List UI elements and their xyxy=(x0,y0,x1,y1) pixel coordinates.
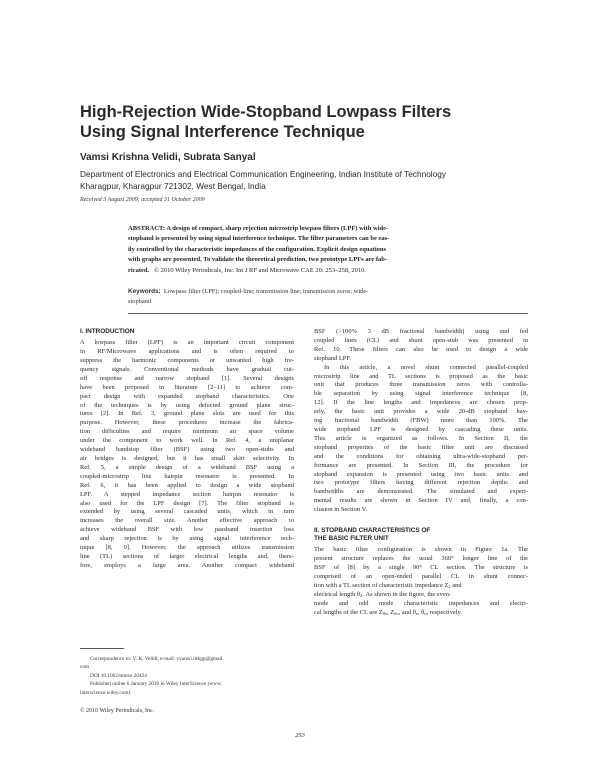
body-line: pact design with expanded stopband characteristics. One xyxy=(80,392,294,400)
body-text: θ xyxy=(421,608,425,616)
section-heading: I. INTRODUCTION xyxy=(80,328,135,335)
body-line: In this article, a novel shunt connected parallel-coupled xyxy=(324,363,528,371)
subscript: 2 xyxy=(448,584,451,590)
footnote-line: com xyxy=(80,664,90,671)
body-line: air bridges is designed, but it has small skirt selectivity. In xyxy=(80,454,294,462)
body-line: and the conditions for obtaining ultra-wide-stopband per- xyxy=(314,452,528,460)
keywords-line xyxy=(128,287,528,297)
subscript: o xyxy=(424,610,427,616)
body-line: BSF (>100% 3 dB fractional bandwidth) using end fed xyxy=(314,328,528,335)
body-line: off response and narrow stopband [1]. Several designs xyxy=(80,374,294,382)
body-line: mode and odd mode characteristic impedances and electri- xyxy=(314,599,528,607)
footnote-line: interscience.wiley.com). xyxy=(80,689,132,696)
article-title xyxy=(80,102,520,142)
abstract-last-word: ricated. xyxy=(128,266,150,274)
body-line: 12]. If the line lengths and impedances are chosen prop- xyxy=(314,399,528,407)
body-line: tures [2]. In Ref. 3, ground plane slots are used for this xyxy=(80,410,294,418)
body-text: and xyxy=(452,582,462,590)
body-line: Ref. 10. These filters can also be used to design a wide xyxy=(314,345,528,353)
subscript: 2 xyxy=(359,593,363,599)
body-line: cal lengths of the CL are $Z_{0e}$, $Z_{0o}$, and $\theta_e$, $\theta_o$, respectively. xyxy=(314,608,462,616)
body-line: A lowpass filter (LPF) is an important circuit component xyxy=(80,339,294,347)
body-line: have been proposed in literature [2–11] to achieve com- xyxy=(80,383,294,391)
body-line: suppress the harmonic components or unwanted high fre- xyxy=(80,357,294,365)
body-line: nique [8, 9]. However, the approach utilizes transmission xyxy=(80,544,294,552)
title-line: Using Signal Interference Technique xyxy=(80,123,365,141)
body-line: under the component to work well. In Ref. 4, a uniplanar xyxy=(80,437,294,445)
body-line xyxy=(314,582,528,591)
body-line: microstrip line and TL sections is proposed as the basic xyxy=(314,372,528,380)
body-line: clusion in Section V. xyxy=(314,506,368,514)
keywords-line: stopband xyxy=(128,298,152,306)
body-line: in RF/Microwave applications and is often required to xyxy=(80,348,294,356)
abstract-line: with graphs are presented. To validate the theoretical prediction, two prototype LPFs are fab- xyxy=(128,256,388,264)
received-dates: Received 3 August 2009; accepted 31 October 2009 xyxy=(80,197,205,203)
body-line: ing fractional bandwidth (FBW) more than 100%. The xyxy=(314,417,528,425)
keywords-text: Lowpass filter (LPF); coupled-line; transmission line; transmission zeros; wide- xyxy=(163,288,369,295)
body-line: ble separation by using signal interference technique [8, xyxy=(314,390,528,398)
footnote-line: DOI 10.1002/mmce.20424 xyxy=(90,672,147,679)
subscript: e xyxy=(415,610,418,616)
author-list: Vamsi Krishna Velidi, Subrata Sanyal xyxy=(80,152,256,163)
footnote-divider xyxy=(80,648,124,649)
body-line: This article is organized as follows. In Section II, the xyxy=(314,434,528,442)
body-line: LPF. A stepped impedance section hairpin resonator is xyxy=(80,490,294,498)
body-line: purpose. However, these procedures increase the fabrica- xyxy=(80,419,294,427)
body-line: and sharp rejection is by using signal interference tech- xyxy=(80,535,294,543)
body-line: tion difficulties and require minimum air space volume xyxy=(80,428,294,436)
affiliation-line: Department of Electronics and Electrical Communication Engineering, Indian Institute of Technology xyxy=(80,169,447,179)
body-line: present structure replaces the usual 360° longer line of the xyxy=(314,555,528,563)
body-line: also used for the LPF design [7]. The filter stopband is xyxy=(80,499,294,507)
affiliation-line: Kharagpur, Kharagpur 721302, West Bengal, India xyxy=(80,180,266,191)
body-line: mental results are shown in Section IV and, finally, a con- xyxy=(314,497,528,505)
subscript: 0o xyxy=(394,610,399,616)
abstract-line: ily controlled by the characteristic impedances of the configuration. Explicit design equations xyxy=(128,245,387,253)
body-line: BSF of [8] by a single 90° CL section. The structure is xyxy=(314,564,528,572)
copyright-notice: © 2010 Wiley Periodicals, Inc. xyxy=(80,708,155,714)
body-line: line (TL) sections of larger electrical lengths and, there- xyxy=(80,552,294,560)
abstract-line: stopband is presented by using signal interference technique. The filter parameters can be eas- xyxy=(128,235,390,243)
abstract-line: ABSTRACT: A design of compact, sharp rejection microstrip lowpass filters (LPF) with wide- xyxy=(128,225,389,232)
body-line: stopband properties of the basic filter unit are discussed xyxy=(314,443,528,451)
body-line: bandwidths are demonstrated. The simulated and experi- xyxy=(314,488,528,496)
body-line: increases the overall size. Another effective approach to xyxy=(80,517,294,525)
section-heading: II. STOPBAND CHARACTERISTICS OF xyxy=(314,527,431,535)
body-line: quency signals. Conventional methods have gradual cut- xyxy=(80,365,294,373)
body-text: , respectively. xyxy=(426,608,462,616)
body-text: cal lengths of the CL are Z xyxy=(314,608,383,616)
body-text: electrical length θ xyxy=(314,590,360,598)
body-text: tion with a TL section of characteristic impedance Z xyxy=(314,582,449,590)
body-line: achieve wideband BSF with low passband insertion loss xyxy=(80,526,294,534)
body-line: coupled-microstrip line hairpin resonator is presented. In xyxy=(80,472,294,480)
body-text: . As shown in the figure, the even- xyxy=(362,590,452,598)
body-line: stopband expansion is presented using two basic units and xyxy=(314,470,528,478)
body-line: of the techniques is by using defected ground plane struc- xyxy=(80,401,294,409)
keywords-label: Keywords: xyxy=(128,288,161,295)
body-line: wideband bandstop filter (BSF) using two open-stubs and xyxy=(80,446,294,454)
subscript: 0e xyxy=(382,610,388,616)
abstract-line xyxy=(128,266,528,276)
body-line: wide stopband LPF is designed by cascading these units. xyxy=(314,425,528,433)
right-column xyxy=(314,328,528,618)
body-line: fore, employs a large area. Another compact wideband xyxy=(80,561,294,569)
abstract-divider xyxy=(128,313,528,314)
body-line: erly, the basic unit provides a wide 20-dB stopband hav- xyxy=(314,408,528,416)
body-line: stopband LPF. xyxy=(314,354,352,362)
body-line: formance are presented. In Section III, the procedure for xyxy=(314,461,528,469)
body-line: Ref. 6, it has been applied to design a wide stopband xyxy=(80,481,294,489)
body-line: two prototype filters having different rejection depths and xyxy=(314,479,528,487)
body-line: unit that produces three transmission zeros with controlla- xyxy=(314,381,528,389)
page-number: 253 xyxy=(295,732,305,739)
section-heading: THE BASIC FILTER UNIT xyxy=(314,535,389,543)
body-line: The basic filter configuration is shown in Figure 1a. The xyxy=(314,546,528,554)
body-line xyxy=(314,591,528,600)
affiliation xyxy=(80,169,530,192)
section-spacer xyxy=(314,515,528,527)
keywords xyxy=(128,287,528,308)
body-line: coupled lines (CL) and shunt open-stub was presented in xyxy=(314,336,528,344)
body-line: comprised of an open-ended parallel CL in shunt connec- xyxy=(314,573,528,581)
body-text: θ xyxy=(412,608,416,616)
body-line: extended by using several cascaded units, which in turn xyxy=(80,508,294,516)
journal-citation: © 2010 Wiley Periodicals, Inc. Int J RF and Microwave CAE 20: 253–258, 2010. xyxy=(154,266,366,274)
footnotes xyxy=(80,655,294,697)
left-column xyxy=(80,328,294,571)
abstract xyxy=(128,224,528,276)
footnote-line: Correspondence to: V. K. Velidi; e-mail: vvamsi.iitkgp@gmail. xyxy=(90,656,224,662)
title-line: High-Rejection Wide-Stopband Lowpass Filters xyxy=(80,103,452,121)
footnote-line: Published online 6 January 2010 in Wiley InterScience (www. xyxy=(90,681,222,688)
body-line: Ref. 5, a simple design of a wideband BSF using a xyxy=(80,463,294,471)
